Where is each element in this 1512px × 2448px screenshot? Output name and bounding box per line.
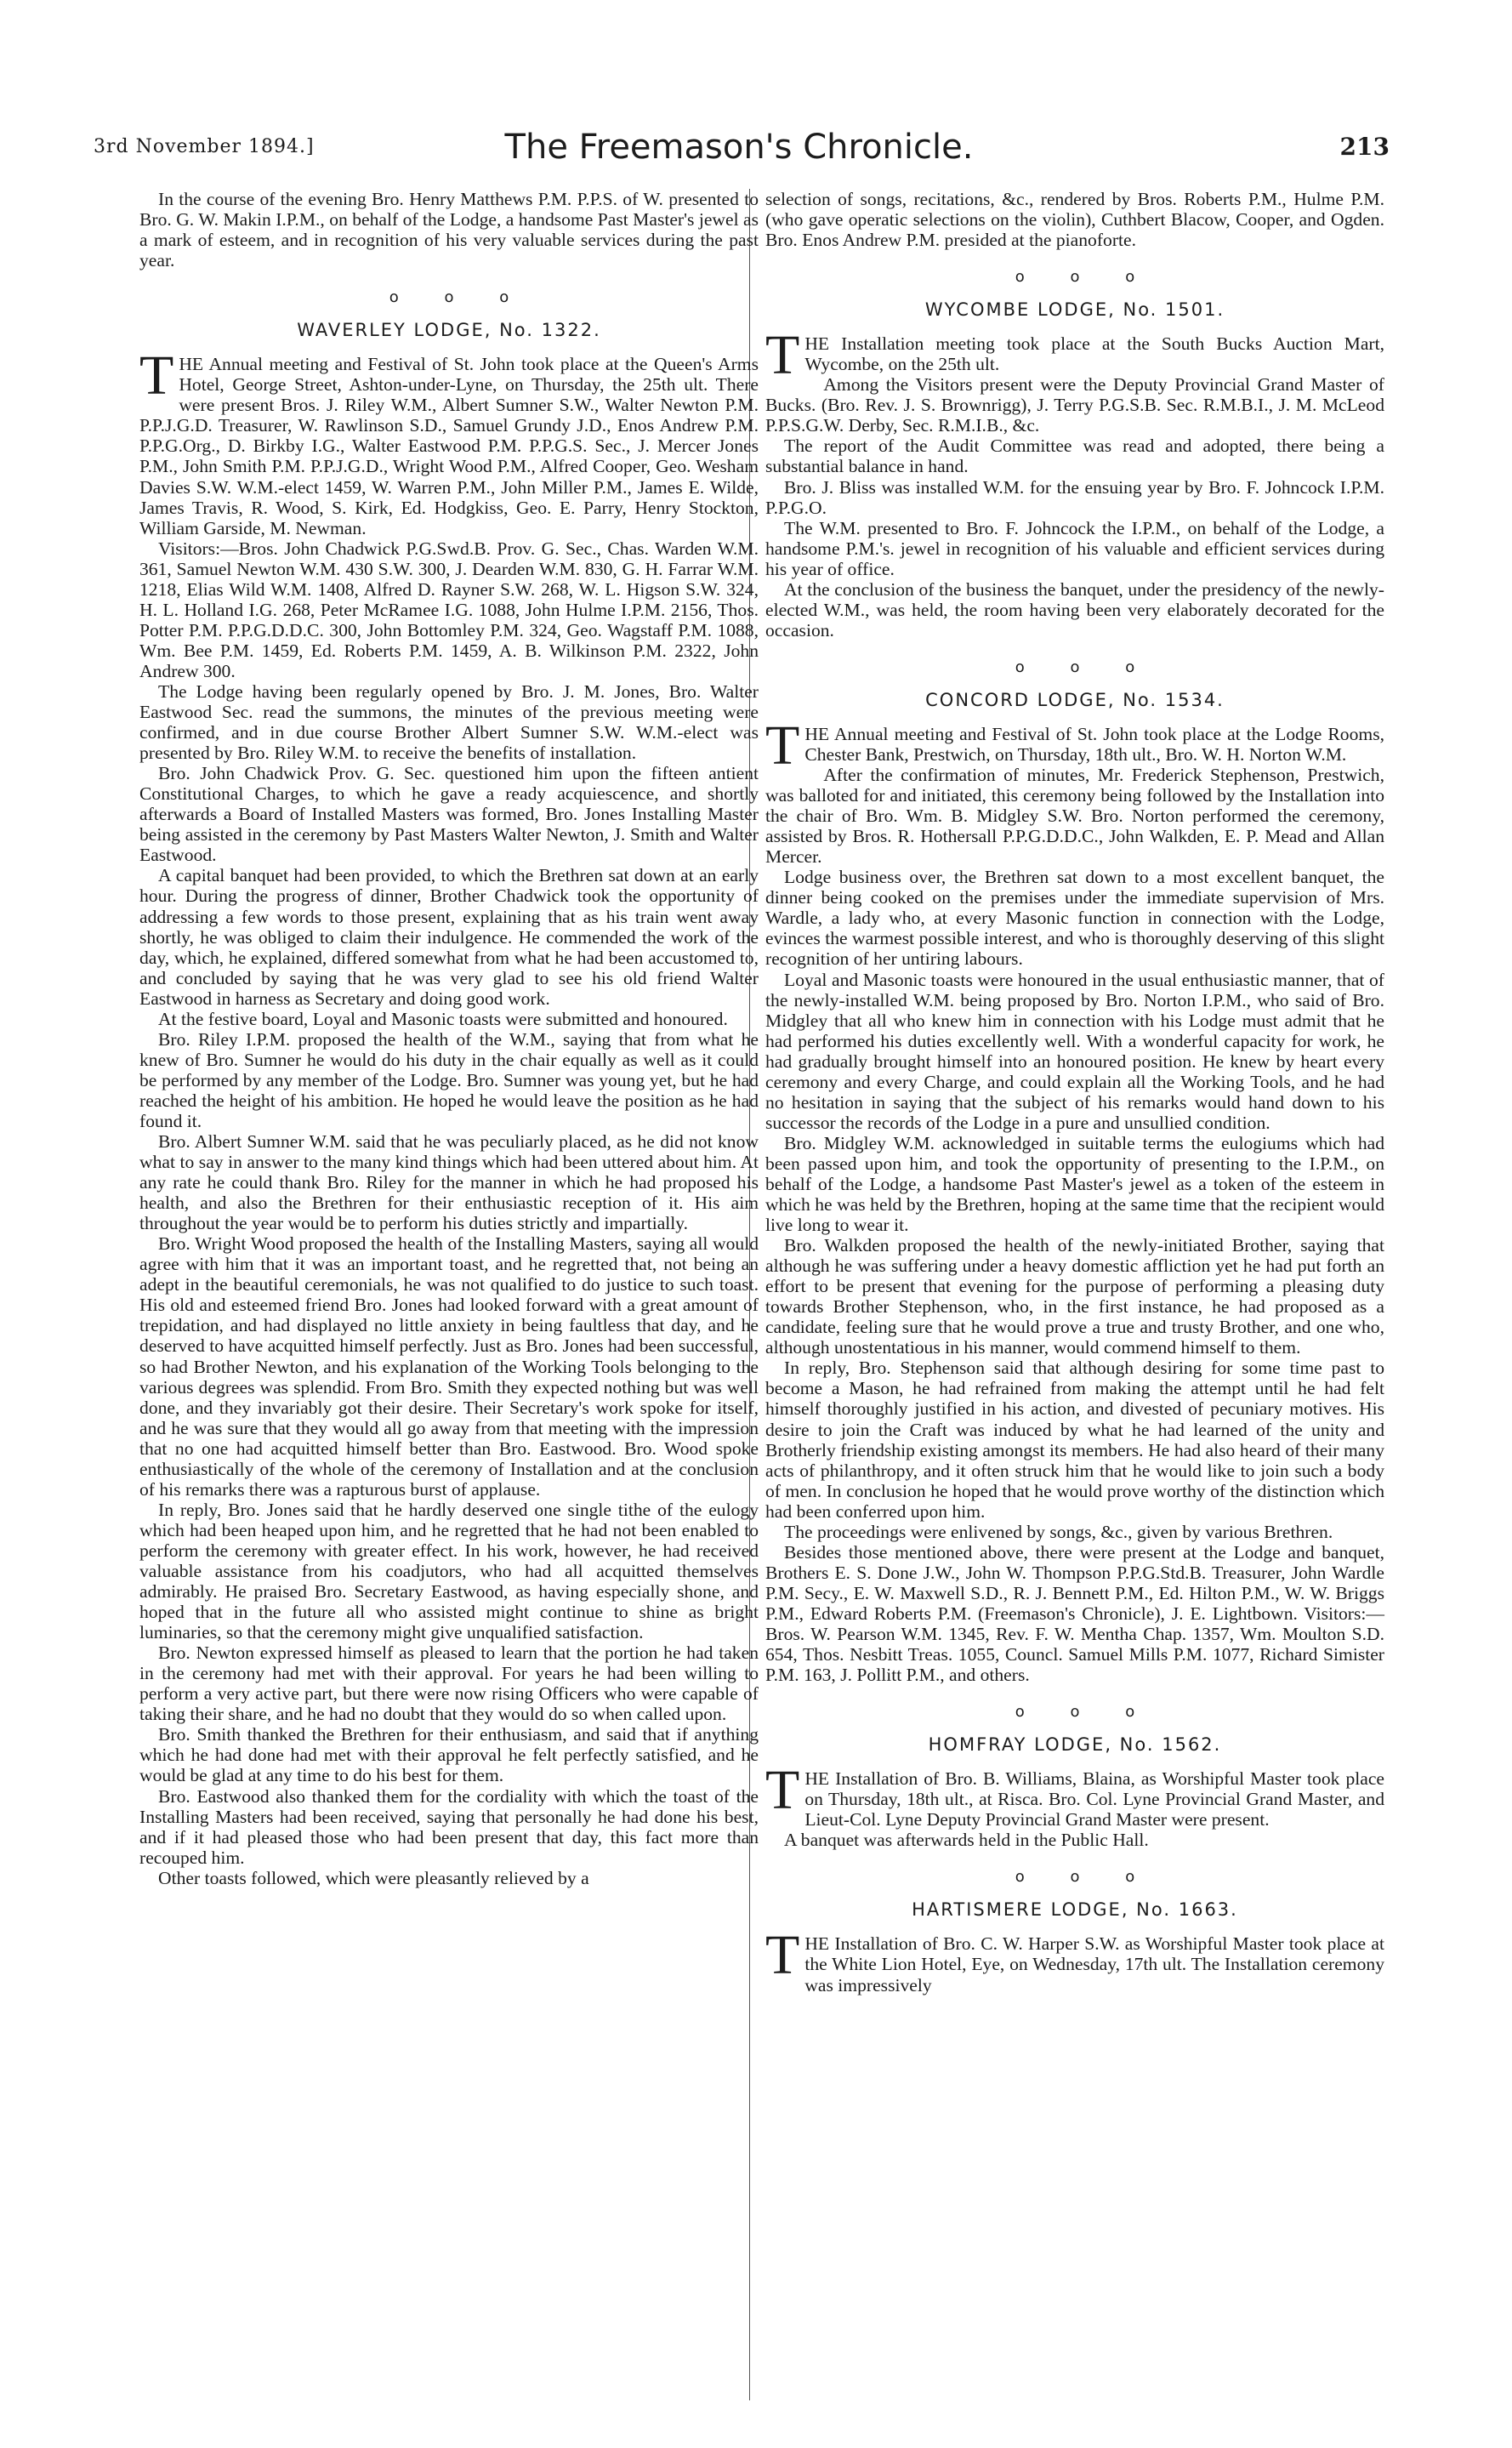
article-heading: HOMFRAY LODGE, No. 1562. (928, 1734, 1222, 1756)
drop-cap: T (765, 1759, 800, 1822)
paragraph: Bro. J. Bliss was installed W.M. for the ensuing year by Bro. F. Johncock I.P.M. P.P.G.O. (765, 476, 1384, 518)
paragraph: At the festive board, Loyal and Masonic toasts were submitted and honoured. (158, 1008, 728, 1029)
intro-paragraph: In the course of the evening Bro. Henry Matthews P.M. P.P.S. of W. presented to Bro. G. W. Makin I.P.M., on behalf of the Lodge, a handsome Past Master's jewel as a mark of esteem, and in recognition of his very valuable services during the past year. (139, 189, 759, 271)
masthead (88, 129, 1390, 175)
paragraph: Lodge business over, the Brethren sat down to a most excellent banquet, the dinner being cooked on the premises under the immediate supervision of Mrs. Wardle, a lady who, at every Masonic function in connection with the Lodge, evinces the warmest possible interest, and who is thoroughly deserving of this slight recognition of her untiring labours. (765, 867, 1384, 970)
article-homfray (765, 1734, 1384, 1850)
lead-text: HE Annual meeting and Festival of St. John took place at the Queen's Arms Hotel, George Street, Ashton-under-Lyne, on Thursday, the 25th ult. There were present Bros. J. Riley W.M., Albert Sumner S.W., Walter Newton P.M. P.P.J.G.D. Treasurer, W. Rawlinson S.D., Samuel Grundy J.D., Enos Andrew P.M. P.P.G.Org., D. Birkby I.G., Walter Eastwood P.M. P.P.G.S. Sec., J. Mercer Jones P.M., John Smith P.M. P.P.J.G.D., Wright Wood P.M., Alfred Cooper, Geo. Wesham Davies S.W. W.M.-elect 1459, W. Warren P.M., John Miller P.M., James E. Wilde, James Travis, R. Wood, S. Kirk, Ed. Hodgkiss, Geo. E. Parry, Henry Stockton, William Garside, M. Newman. (139, 354, 759, 538)
article-lead (765, 1924, 1384, 1995)
article-lead (765, 1759, 1384, 1830)
article-lead (765, 324, 1384, 387)
article-hartismere (765, 1899, 1384, 1995)
paragraph: In reply, Bro. Stephenson said that although desiring for some time past to become a Mason, he had refrained from making the attempt until he had felt himself thoroughly justified in his action, and divested of pecuniary motives. His desire to join the Craft was induced by what he had learned of the unity and Brotherly friendship existing amongst its members. He had also heard of their many acts of philanthropy, and it often struck him that he would like to join such a body of men. In conclusion he hoped that he would prove worthy of the distinction which had been conferred upon him. (765, 1358, 1384, 1522)
lead-text: HE Installation meeting took place at the South Bucks Auction Mart, Wycombe, on the 25th ult. (804, 333, 1384, 375)
issue-date: 3rd November 1894.] (94, 136, 315, 157)
paragraph: The report of the Audit Committee was read and adopted, there being a substantial balance in hand. (765, 436, 1384, 477)
article-lead (765, 714, 1384, 777)
lead-text: HE Annual meeting and Festival of St. John took place at the Lodge Rooms, Chester Bank, Prestwich, on Thursday, 18th ult., Bro. W. H. Norton W.M. (804, 723, 1384, 765)
article-heading: CONCORD LODGE, No. 1534. (925, 689, 1225, 710)
paragraph: Among the Visitors present were the Deputy Provincial Grand Master of Bucks. (Bro. Rev. J. S. Brownrigg), J. Terry P.G.S.B. Sec. R.M.B.I., J. M. McLeod P.P.S.G.W. Derby, Sec. R.M.I.B., &c. (765, 374, 1384, 436)
drop-cap: T (765, 1924, 800, 1987)
paragraph: Bro. Wright Wood proposed the health of the Installing Masters, saying all would agree with him that it was an important toast, and he regretted that, not being an adept in the beautiful ceremonials, he was not qualified to do justice to such toast. His old and esteemed friend Bro. Jones had looked forward with a great amount of trepidation, and had displayed no little anxiety in being faultless that day, and he deserved to have acquitted himself perfectly. Just as Bro. Jones had been successful, so had Brother Newton, and his explanation of the Working Tools belonging to the various degrees was splendid. From Bro. Smith they expected nothing but was well done, and they invariably got their desire. Their Secretary's work spoke for itself, and he was sure that they would all go away from that meeting with the impression that no one had acquitted himself better than Bro. Eastwood. Bro. Wood spoke enthusiastically of the whole of the ceremony of Installation and at the conclusion of his remarks there was a rapturous burst of applause. (139, 1233, 759, 1500)
publication-title: The Freemason's Chronicle. (504, 128, 974, 167)
article-waverley (139, 320, 759, 1888)
article-heading: HARTISMERE LODGE, No. 1663. (912, 1899, 1238, 1921)
page-number: 213 (1339, 133, 1390, 161)
paragraph: At the conclusion of the business the banquet, under the presidency of the newly-elected W.M., was held, the room having been very elaborately decorated for the occasion. (765, 578, 1384, 640)
paragraph: The proceedings were enlivened by songs, &c., given by various Brethren. (784, 1521, 1333, 1542)
paragraph: The W.M. presented to Bro. F. Johncock the I.P.M., on behalf of the Lodge, a handsome P.M.'s. jewel in recognition of his valuable and efficient services during his year of office. (765, 517, 1384, 579)
paragraph: A capital banquet had been provided, to which the Brethren sat down at an early hour. During the progress of dinner, Brother Chadwick took the opportunity of addressing a few words to those present, explaining that as his train went away shortly, he was obliged to claim their indulgence. He commended the work of the day, which, he explained, differed somewhat from what he had been accustomed to, and concluded by saying that he was very glad to see his old friend Walter Eastwood in harness as Secretary and doing good work. (139, 865, 759, 1009)
continued-paragraph: selection of songs, recitations, &c., rendered by Bros. Roberts P.M., Hulme P.M. (who gave operatic selections on the violin), Cuthbert Blacow, Cooper, and Ogden. Bro. Enos Andrew P.M. presided at the pianoforte. (765, 189, 1384, 251)
paragraph: Bro. Riley I.P.M. proposed the health of the W.M., saying that from what he knew of Bro. Sumner he would do his duty in the chair equally as well as it could be performed by any member of the Lodge. Bro. Sumner was young yet, but he had reached the height of his ambition. He hoped he would leave the position as he had found it. (139, 1028, 759, 1131)
article-heading: WAVERLEY LODGE, No. 1322. (297, 320, 601, 341)
article-heading: WYCOMBE LODGE, No. 1501. (924, 299, 1225, 321)
paragraph: Bro. John Chadwick Prov. G. Sec. questioned him upon the fifteen antient Constitutional Charges, to which he gave a ready acquiescence, and shortly afterwards a Board of Installed Masters was formed, Bro. Jones Installing Master being assisted in the ceremony by Past Masters Walter Newton, J. Smith and Walter Eastwood. (139, 763, 759, 866)
paragraph: Loyal and Masonic toasts were honoured in the usual enthusiastic manner, that of the newly-installed W.M. being proposed by Bro. Norton I.P.M., who said of Bro. Midgley that all who knew him in connection with his Lodge must admit that he had performed his duties excellently well. With a wonderful capacity for work, he had gradually brought himself into an honoured position. He knew by heart every ceremony and every Charge, and could explain all the Working Tools, and he had no hesitation in saying that the subject of his remarks would hand down to his successor the records of the Lodge in a pure and unsullied condition. (765, 969, 1384, 1133)
paragraph: Bro. Albert Sumner W.M. said that he was peculiarly placed, as he did not know what to say in answer to the many kind things which had been uttered about him. At any rate he could thank Bro. Riley for the manner in which he had proposed his health, and also the Brethren for their enthusiastic reception of it. His aim throughout the year would be to perform his duties strictly and impartially. (139, 1131, 759, 1234)
paragraph: The Lodge having been regularly opened by Bro. J. M. Jones, Bro. Walter Eastwood Sec. read the summons, the minutes of the previous meeting were confirmed, and in due course Brother Albert Sumner S.W. W.M.-elect was presented by Bro. Riley W.M. to receive the benefits of installation. (139, 680, 759, 764)
paragraph: Other toasts followed, which were pleasantly relieved by a (158, 1867, 589, 1888)
paragraph: Bro. Newton expressed himself as pleased to learn that the portion he had taken in the ceremony had met with their approval. For years he had been willing to perform a very active part, but there were now rising Officers who were capable of taking their share, and he had no doubt that they would do so when called upon. (139, 1642, 759, 1725)
section-separator: o o o (1015, 1703, 1156, 1722)
article-lead (139, 344, 759, 538)
paragraph: In reply, Bro. Jones said that he hardly deserved one single tithe of the eulogy which had been heaped upon him, and he regretted that he had not been enabled to perform the ceremony with greater effect. In his work, however, he had received valuable assistance from his coadjutors, who had all acquitted themselves admirably. He praised Bro. Secretary Eastwood, as having especially shone, and hoped that in the future all who assisted might continue to shine as bright luminaries, so that the ceremony might give unqualified satisfaction. (139, 1499, 759, 1643)
paragraph: After the confirmation of minutes, Mr. Frederick Stephenson, Prestwich, was balloted for and initiated, this ceremony being followed by the Installation into the chair of Bro. Wm. B. Midgley S.W. Bro. Norton performed the ceremony, assisted by Bros. R. Hothersall P.P.G.D.D.C., John Walkden, E. P. Mead and Allan Mercer. (765, 765, 1384, 868)
paragraph: A banquet was afterwards held in the Public Hall. (784, 1830, 1149, 1851)
section-separator: o o o (1015, 268, 1156, 287)
drop-cap: T (139, 344, 174, 407)
section-separator: o o o (1015, 1868, 1156, 1887)
drop-cap: T (765, 324, 800, 387)
paragraph: Bro. Smith thanked the Brethren for their enthusiasm, and said that if anything which he had done had met with their approval he felt perfectly satisfied, and he would be glad at any time to do his best for them. (139, 1724, 759, 1786)
lead-text: HE Installation of Bro. C. W. Harper S.W. as Worshipful Master took place at the White Lion Hotel, Eye, on Wednesday, 17th ult. The Installation ceremony was impressively (804, 1933, 1384, 1995)
section-separator: o o o (1015, 658, 1156, 676)
article-concord (765, 690, 1384, 1685)
lead-text: HE Installation of Bro. B. Williams, Blaina, as Worshipful Master took place on Thursday, 18th ult., at Risca. Bro. Col. Lyne Provincial Grand Master, and Lieut-Col. Lyne Deputy Provincial Grand Master were present. (804, 1768, 1384, 1830)
paragraph: Bro. Eastwood also thanked them for the cordiality with which the toast of the Installing Masters had been received, saying that personally he had done his best, and if it had pleased those who had been present that day, this fact more than recouped him. (139, 1785, 759, 1868)
drop-cap: T (765, 714, 800, 777)
right-column (765, 189, 1384, 1995)
paragraph: Bro. Walkden proposed the health of the newly-initiated Brother, saying that although he was suffering under a heavy domestic affliction yet he had put forth an effort to be present that evening for the purpose of performing a pleasing duty towards Brother Stephenson, who, in the first instance, he had proposed as a candidate, feeling sure that he would prove a true and trusty Brother, and one who, although unostentatious in his manner, would commend himself to them. (765, 1235, 1384, 1358)
paragraph: Bro. Midgley W.M. acknowledged in suitable terms the eulogiums which had been passed upon him, and took the opportunity of presenting to the I.P.M., on behalf of the Lodge, a handsome Past Master's jewel as a token of the esteem in which he was held by the Brethren, hoping at the same time that the recipient would live long to wear it. (765, 1132, 1384, 1236)
paragraph: Besides those mentioned above, there were present at the Lodge and banquet, Brothers E. S. Done J.W., John W. Thompson P.P.G.Std.B. Treasurer, John Wardle P.M. Secy., E. W. Maxwell S.D., R. J. Bennett P.M., Ed. Hilton P.M., W. W. Briggs P.M., Edward Roberts P.M. (Freemason's Chronicle), J. E. Lightbown. Visitors:—Bros. W. Pearson W.M. 1345, Rev. F. W. Mentha Chap. 1357, Wm. Moulton S.D. 654, Thos. Nesbitt Treas. 1055, Councl. Samuel Mills P.M. 1077, Richard Simister P.M. 163, J. Pollitt P.M., and others. (765, 1541, 1384, 1686)
section-separator: o o o (389, 288, 530, 307)
article-wycombe (765, 299, 1384, 640)
left-column (139, 189, 759, 1888)
paragraph: Visitors:—Bros. John Chadwick P.G.Swd.B. Prov. G. Sec., Chas. Warden W.M. 361, Samuel Newton W.M. 430 S.W. 300, J. Dearden W.M. 830, G. H. Farrar W.M. 1218, Elias Wild W.M. 1408, Alfred D. Rayner S.W. 268, W. L. Higson S.W. 324, H. L. Holland I.G. 268, Peter McRamee I.G. 1088, John Hulme I.P.M. 2156, Thos. Potter P.M. P.P.G.D.D.C. 300, John Bottomley P.M. 324, Geo. Wagstaff P.M. 1088, Wm. Bee P.M. 1459, Ed. Roberts P.M. 1459, A. B. Wilkinson P.M. 2322, John Andrew 300. (139, 538, 759, 681)
